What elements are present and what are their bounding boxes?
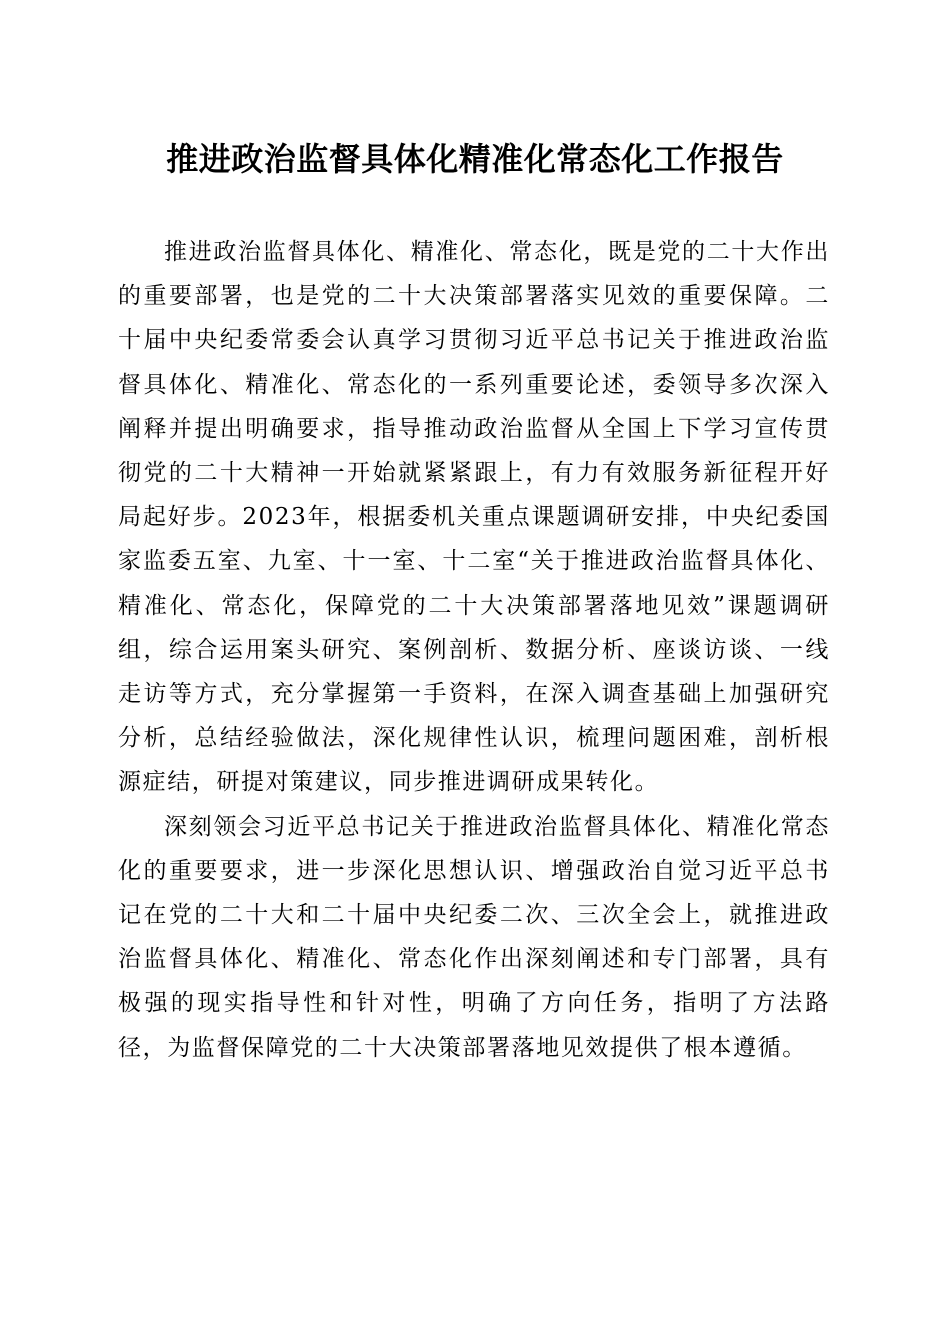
document-body [118, 230, 830, 1070]
paragraph-intro: 推进政治监督具体化、精准化、常态化，既是党的二十大作出的重要部署，也是党的二十大决策部署落实见效的重要保障。二十届中央纪委常委会认真学习贯彻习近平总书记关于推进政治监督具体化、精准化、常态化的一系列重要论述，委领导多次深入阐释并提出明确要求，指导推动政治监督从全国上下学习宣传贯彻党的二十大精神一开始就紧紧跟上，有力有效服务新征程开好局起好步。2023年，根据委机关重点课题调研安排，中央纪委国家监委五室、九室、十一室、十二室“关于推进政治监督具体化、精准化、常态化，保障党的二十大决策部署落地见效”课题调研组，综合运用案头研究、案例剖析、数据分析、座谈访谈、一线走访等方式，充分掌握第一手资料，在深入调查基础上加强研究分析，总结经验做法，深化规律性认识，梳理问题困难，剖析根源症结，研提对策建议，同步推进调研成果转化。 [118, 239, 830, 796]
document-title: 推进政治监督具体化精准化常态化工作报告 [166, 140, 784, 178]
paragraph-understanding: 深刻领会习近平总书记关于推进政治监督具体化、精准化常态化的重要要求，进一步深化思想认识、增强政治自觉习近平总书记在党的二十大和二十届中央纪委二次、三次全会上，就推进政治监督具体化、精准化、常态化作出深刻阐述和专门部署，具有极强的现实指导性和针对性，明确了方向任务，指明了方法路径，为监督保障党的二十大决策部署落地见效提供了根本遵循。 [118, 813, 830, 1061]
